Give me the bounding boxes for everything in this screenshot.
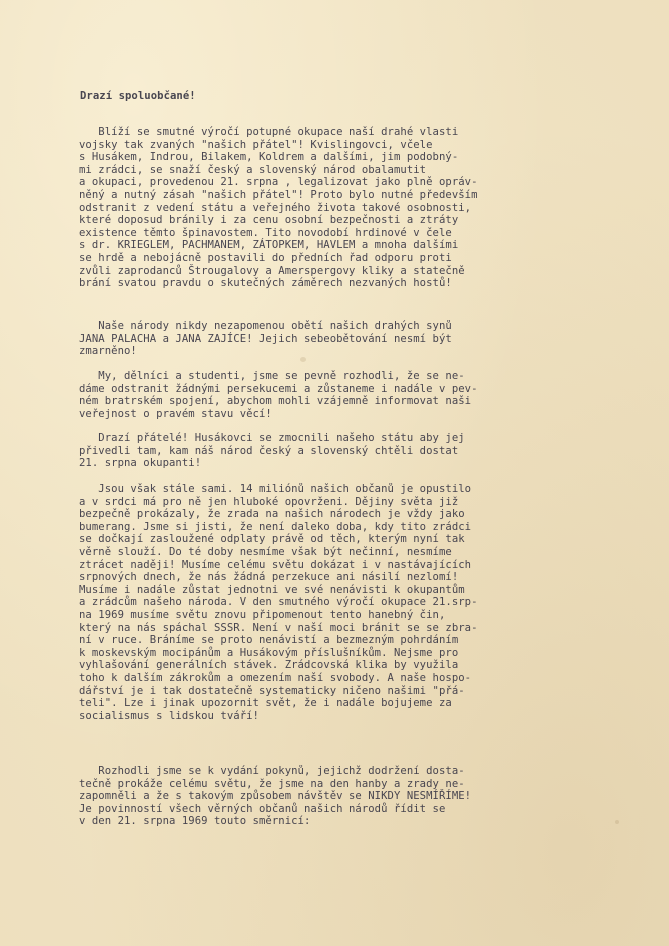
text-line: něný a nutný zásah "našich přátel"! Proto bylo nutné především bbox=[79, 188, 478, 201]
text-line: k moskevským mocipánům a Husákovým příslušníkům. Nejsme pro bbox=[79, 646, 459, 659]
text-line: odstranit z vedení státu a veřejného života takové osobnosti, bbox=[79, 201, 472, 214]
text-line: věrně slouží. Do té doby nesmíme však být nečinní, nesmíme bbox=[79, 545, 452, 558]
text-line: zapomněli a že s takovým způsobem návštěv se NIKDY NESMÍŘÍME! bbox=[79, 790, 472, 803]
text-line: brání svatou pravdu o skutečných záměrech nezvaných hostů! bbox=[79, 277, 452, 290]
text-line: Blíží se smutné výročí potupné okupace naší drahé vlasti bbox=[79, 126, 459, 138]
text-line: ztrácet naději! Musíme celému světu dokázat i v nastávajících bbox=[79, 558, 472, 571]
text-line: a okupaci, provedenou 21. srpna , legalizovat jako plně opráv- bbox=[79, 176, 478, 189]
text-line: ní v ruce. Bráníme se proto nenávistí a bezmezným pohrdáním bbox=[79, 634, 459, 647]
text-line: se dočkají zasloužené odplaty právě od těch, kterým nyní tak bbox=[79, 533, 465, 546]
greeting: Drazí spoluobčané! bbox=[80, 90, 196, 102]
text-line: a v srdci má pro ně jen hluboké opovrženi. Dějiny světa již bbox=[79, 495, 459, 508]
text-line: zmarněno! bbox=[79, 345, 137, 358]
text-line: s dr. KRIEGLEM, PACHMANEM, ZÁTOPKEM, HAVLEM a mnoha dalšími bbox=[79, 239, 459, 252]
text-line: existence těmto špinavostem. Tito novodobí hrdinové v čele bbox=[79, 226, 452, 239]
text-line: mi zrádci, se snaží český a slovenský národ obalamutit bbox=[79, 163, 427, 176]
text-line: veřejnost o pravém stavu věcí! bbox=[79, 407, 272, 420]
paragraph-husakovci bbox=[79, 432, 619, 470]
text-line: dářství je i tak dostatečně systematicky ničeno našimi "přá- bbox=[79, 684, 465, 697]
text-line: vyhlašování generálních stávek. Zrádcovská klika by využila bbox=[79, 659, 459, 672]
paragraph-instructions bbox=[79, 765, 619, 828]
text-line: dáme odstranit žádnými persekucemi a zůstaneme i nadále v pev- bbox=[79, 382, 478, 395]
text-line: srpnových dnech, že nás žádná perzekuce ani násilí nezlomí! bbox=[79, 571, 459, 584]
text-line: Je povinností všech věrných občanů našich národů řídit se bbox=[79, 802, 446, 815]
text-line: teli". Lze i jinak upozornit svět, že i nadále bojujeme za bbox=[79, 697, 452, 710]
paragraph-alone bbox=[79, 483, 619, 722]
text-line: bezpečně prokázaly, že zrada na našich národech je vždy jako bbox=[79, 508, 465, 521]
text-line: Musíme i nadále zůstat jednotni ve své nenávisti k okupantům bbox=[79, 583, 465, 596]
text-line: vojsky tak zvaných "našich přátel"! Kvislingovci, včele bbox=[79, 138, 433, 151]
text-line: socialismus s lidskou tváří! bbox=[79, 709, 259, 722]
text-line: přivedli tam, kam náš národ český a slovenský chtěli dostat bbox=[79, 444, 459, 457]
text-line: které doposud bránily i za cenu osobní bezpečnosti a ztráty bbox=[79, 214, 459, 227]
text-line: My, dělníci a studenti, jsme se pevně rozhodli, že se ne- bbox=[79, 370, 465, 382]
text-line: Rozhodli jsme se k vydání pokynů, jejichž dodržení dosta- bbox=[79, 765, 465, 777]
text-line: toho k dalším zákrokům a omezením naší svobody. A naše hospo- bbox=[79, 671, 472, 684]
text-line: se hrdě a nebojácně postavili do předních řad odporu proti bbox=[79, 251, 452, 264]
text-line: ném bratrském spojení, abychom mohli vzájemně informovat naši bbox=[79, 395, 472, 408]
paragraph-palach-zajic bbox=[79, 320, 619, 358]
text-line: na 1969 musíme světu znovu připomenout tento hanebný čin, bbox=[79, 608, 446, 621]
text-line: bumerang. Jsme si jisti, že není daleko doba, kdy tito zrádci bbox=[79, 520, 472, 533]
text-line: v den 21. srpna 1969 touto směrnicí: bbox=[79, 815, 311, 828]
text-line: tečně prokáže celému světu, že jsme na den hanby a zrady ne- bbox=[79, 777, 465, 790]
text-line: a zrádcům našeho národa. V den smutného výročí okupace 21.srp- bbox=[79, 596, 478, 609]
text-line: Naše národy nikdy nezapomenou obětí našich drahých synů bbox=[79, 320, 452, 332]
text-line: Jsou však stále sami. 14 miliónů našich občanů je opustilo bbox=[79, 483, 472, 495]
text-line: JANA PALACHA a JANA ZAJÍCE! Jejich sebeobětování nesmí být bbox=[79, 332, 452, 345]
text-line: který na nás spáchal SSSR. Není v naší moci bránit se se zbra- bbox=[79, 621, 478, 634]
text-line: Drazí přátelé! Husákovci se zmocnili našeho státu aby jej bbox=[79, 432, 465, 444]
text-line: s Husákem, Indrou, Bilakem, Koldrem a dalšími, jim podobný- bbox=[79, 151, 459, 164]
text-line: 21. srpna okupanti! bbox=[79, 457, 202, 470]
paragraph-workers-students bbox=[79, 370, 619, 420]
text-line: zvůli zaprodanců Štrougalovy a Amerspergovy kliky a statečně bbox=[79, 264, 465, 277]
paragraph-occupation-anniversary bbox=[79, 126, 619, 290]
